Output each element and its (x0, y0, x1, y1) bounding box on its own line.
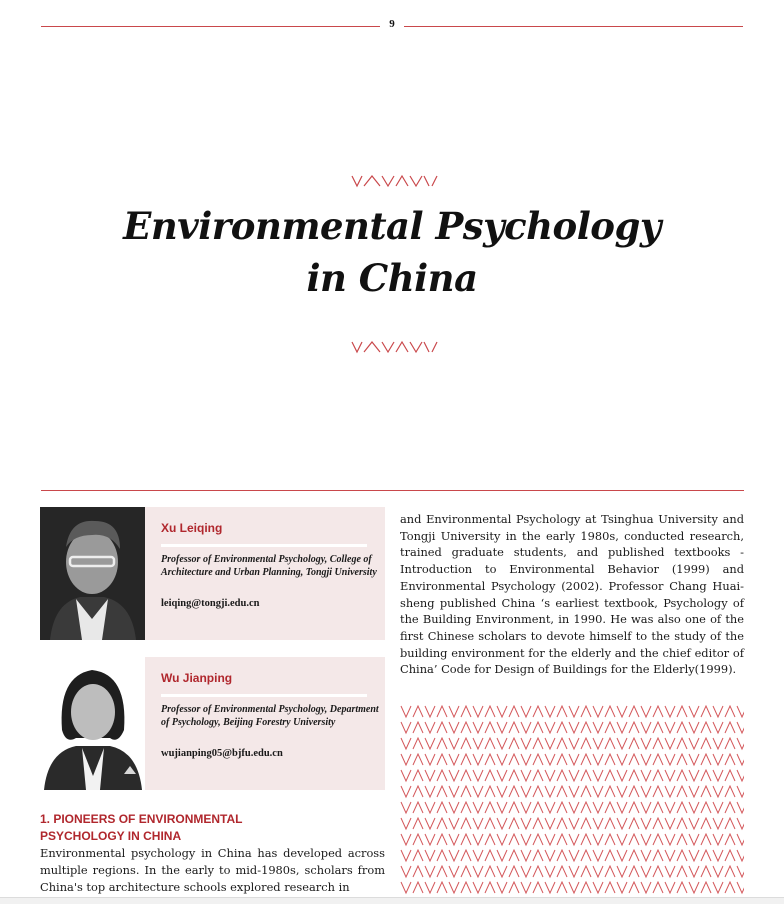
author-card-wu-jianping (145, 657, 385, 790)
pattern-fill (400, 705, 744, 903)
ornament-stroke (432, 176, 437, 186)
ornament-stroke (352, 176, 362, 186)
ornament-stroke (424, 176, 429, 186)
section-heading-line-2: PSYCHOLOGY IN CHINA (40, 829, 182, 843)
author-affiliation: Professor of Environmental Psychology, Department of Psychology, Beijing Forestry University (161, 704, 379, 728)
ornament-stroke (396, 342, 408, 352)
ornament-stroke (364, 176, 380, 186)
title-line-1: Environmental Psychology (123, 204, 661, 248)
author-name: Xu Leiqing (161, 521, 223, 535)
author-email[interactable]: leiqing@tongji.edu.cn (161, 598, 260, 609)
author-affiliation: Professor of Environmental Psychology, College of Architecture and Urban Planning, Tongji University (161, 554, 377, 578)
header-rule-left (41, 26, 380, 27)
ornament-stroke (364, 342, 380, 352)
author-card-xu-leiqing (145, 507, 385, 640)
section-heading-line-1: 1. PIONEERS OF ENVIRONMENTAL (40, 812, 243, 826)
ornament-stroke (352, 342, 362, 352)
section-divider (41, 490, 744, 491)
chevron-ornament-top (350, 173, 440, 189)
portrait-woman-icon (40, 660, 145, 790)
chevron-pattern-decoration (400, 705, 744, 903)
ornament-stroke (396, 176, 408, 186)
ornament-stroke (382, 176, 394, 186)
ornament-stroke (382, 342, 394, 352)
page-number: 9 (389, 18, 395, 30)
ornament-stroke (410, 342, 422, 352)
header-rule-right (404, 26, 743, 27)
author-name: Wu Jianping (161, 671, 233, 685)
author-photo-wu-jianping (40, 660, 145, 790)
card-divider (161, 694, 367, 697)
ornament-stroke (432, 342, 437, 352)
portrait-man-icon (40, 507, 145, 640)
author-photo-xu-leiqing (40, 507, 145, 640)
section-heading (40, 811, 380, 845)
card-divider (161, 544, 367, 547)
title-line-2: in China (306, 256, 478, 300)
body-paragraph-right: and Environmental Psychology at Tsinghua University and Tongji University in the early 1980s, conducted research, trained graduate students, and published textbooks - Introduction to Environmental Behavior (1999) and Environmental Psychology (2002). Professor Chang Huai-sheng published China ‘s earliest textbook, Psychology of the Building Environment, in 1990. He was also one of the first Chinese scholars to devote himself to the study of the building environment for the elderly and the chief editor of China’ Code for Design of Buildings for the Elderly(1999). (400, 512, 744, 677)
author-email[interactable]: wujianping05@bjfu.edu.cn (161, 748, 283, 759)
body-paragraph-left: Environmental psychology in China has developed across multiple regions. In the early to mid-1980s, scholars from China's top architecture schools explored research in (40, 846, 385, 894)
article-title (0, 200, 784, 304)
ornament-stroke (424, 342, 429, 352)
ornament-stroke (410, 176, 422, 186)
chevron-ornament-bottom (350, 339, 440, 355)
